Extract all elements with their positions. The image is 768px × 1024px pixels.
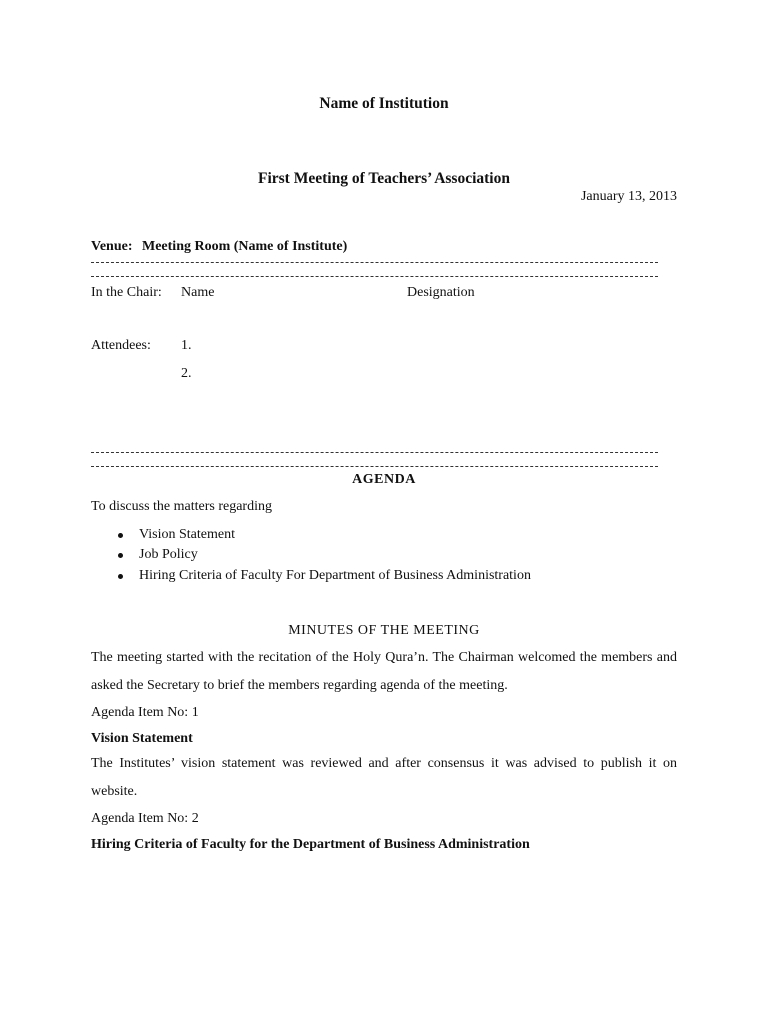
meeting-date: January 13, 2013 <box>580 189 677 204</box>
divider <box>91 452 658 453</box>
agenda-item: Hiring Criteria of Faculty For Department of Business Administration <box>139 568 531 583</box>
minutes-opening: The meeting started with the recitation of the Holy Qura’n. The Chairman welcomed the members and asked the Secretary to brief the members regarding agenda of the meeting. <box>91 650 677 693</box>
meeting-title: First Meeting of Teachers’ Association <box>258 170 510 187</box>
venue-line <box>91 239 347 255</box>
chair-name-label: Name <box>181 285 215 300</box>
agenda-item-label: Agenda Item No: 2 <box>91 811 199 826</box>
attendees-label: Attendees: <box>91 338 151 353</box>
divider <box>91 466 658 467</box>
divider <box>91 276 658 277</box>
venue-label: Venue: <box>91 239 133 254</box>
chair-label: In the Chair: <box>91 285 162 300</box>
venue-value: Meeting Room (Name of Institute) <box>142 239 348 254</box>
agenda-item: Vision Statement <box>139 527 235 542</box>
agenda-item-label: Agenda Item No: 1 <box>91 705 199 720</box>
agenda-item-title: Vision Statement <box>91 731 193 746</box>
divider <box>91 262 658 263</box>
bullet-icon <box>118 533 123 538</box>
agenda-heading: AGENDA <box>352 472 416 487</box>
minutes-heading: MINUTES OF THE MEETING <box>288 623 480 638</box>
agenda-item-title: Hiring Criteria of Faculty for the Department of Business Administration <box>91 837 530 852</box>
bullet-icon <box>118 574 123 579</box>
agenda-intro: To discuss the matters regarding <box>91 499 272 514</box>
chair-designation-label: Designation <box>407 285 475 300</box>
attendee-item: 2. <box>181 366 192 381</box>
bullet-icon <box>118 553 123 558</box>
agenda-item: Job Policy <box>139 547 198 562</box>
attendee-item: 1. <box>181 338 192 353</box>
agenda-item-text: The Institutes’ vision statement was reviewed and after consensus it was advised to publish it on website. <box>91 756 677 799</box>
institution-name: Name of Institution <box>319 95 449 112</box>
